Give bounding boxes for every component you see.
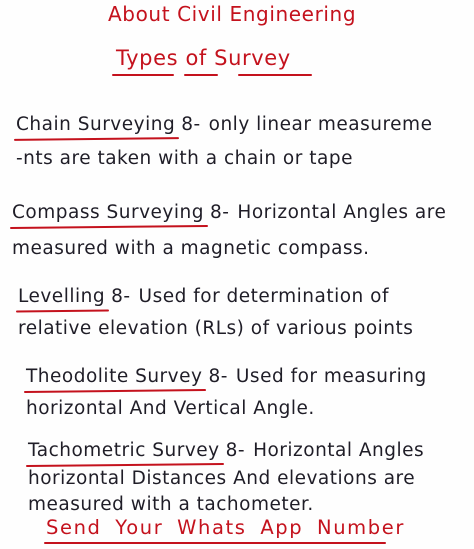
term-separator: 8- — [181, 114, 201, 135]
title-underline — [238, 74, 312, 76]
entry-description: Horizontal Angles — [253, 440, 425, 461]
term-levelling: Levelling — [18, 286, 106, 307]
term-separator: 8- — [225, 440, 246, 461]
send-whatsapp-number-cta: Send Your Whats App Number — [46, 516, 405, 539]
term-separator: 8- — [208, 366, 228, 387]
term-separator: 8- — [209, 202, 230, 223]
entry-description: Horizontal Angles are — [237, 202, 447, 223]
entry-compass-surveying-line2: measured with a magnetic compass. — [12, 238, 370, 259]
entry-description: only linear measureme — [208, 114, 433, 135]
term-tachometric-survey: Tachometric Survey — [28, 440, 220, 461]
term-theodolite-survey: Theodolite Survey — [26, 366, 203, 387]
entry-levelling-line2: relative elevation (RLs) of various points — [18, 318, 414, 339]
term-compass-surveying: Compass Surveying — [12, 202, 204, 223]
entry-description: Used for determination of — [138, 286, 389, 307]
entry-chain-surveying-line2: -nts are taken with a chain or tape — [16, 148, 353, 169]
title-underline — [184, 74, 218, 76]
entry-compass-surveying-line1 — [12, 202, 446, 225]
entry-tachometric-survey-line3: measured with a tachometer. — [28, 494, 314, 515]
term-chain-surveying: Chain Surveying — [16, 114, 176, 135]
entry-tachometric-survey-line2: horizontal Distances And elevations are — [28, 468, 416, 489]
entry-tachometric-survey-line1 — [28, 440, 424, 463]
cta-underline — [44, 542, 386, 544]
entry-levelling-line1 — [18, 286, 389, 309]
page-title: Types of Survey — [116, 46, 291, 70]
entry-description: Used for measuring — [235, 366, 427, 387]
entry-theodolite-survey-line1 — [26, 366, 427, 389]
entry-theodolite-survey-line2: horizontal And Vertical Angle. — [26, 398, 315, 419]
term-separator: 8- — [111, 286, 131, 307]
site-title: About Civil Engineering — [108, 2, 357, 26]
title-underline — [112, 74, 174, 76]
entry-chain-surveying-line1 — [16, 114, 432, 137]
